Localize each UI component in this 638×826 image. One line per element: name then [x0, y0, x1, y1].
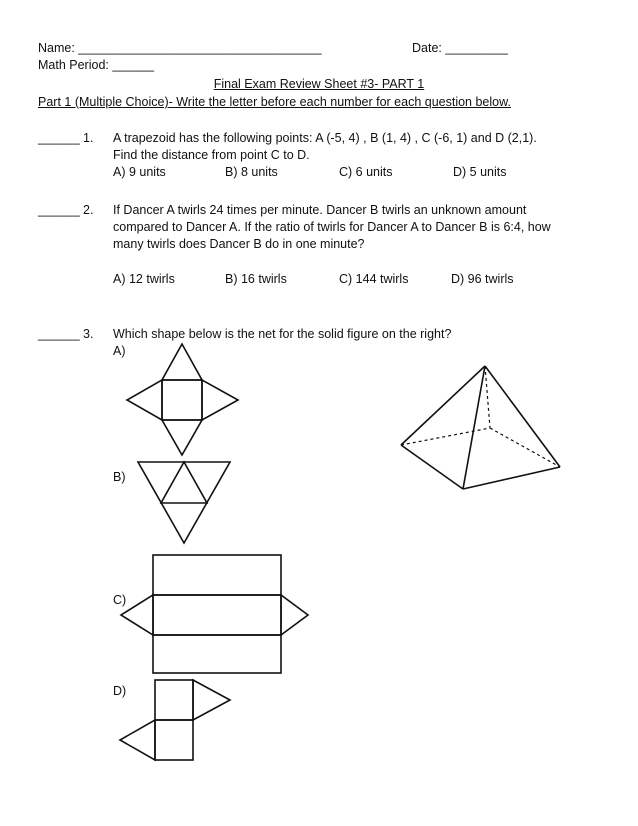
net-c-triangle-left: [121, 595, 153, 635]
pyramid-base-edge: [463, 467, 560, 489]
net-c-rect-top: [153, 555, 281, 595]
choice-c: C) 144 twirls: [339, 272, 409, 286]
option-a-label: A): [113, 344, 126, 358]
question-text-line: Which shape below is the net for the solid figure on the right?: [113, 327, 452, 341]
answer-blank: ______: [38, 203, 80, 217]
net-a-triangle-bottom: [162, 420, 202, 455]
question-text-line: A trapezoid has the following points: A (-5, 4) , B (1, 4) , C (-6, 1) and D (2,1).: [113, 131, 537, 145]
net-c-triangular-prism: [121, 555, 308, 673]
net-d: [120, 680, 230, 760]
choice-d: D) 96 twirls: [451, 272, 514, 286]
choice-d: D) 5 units: [453, 165, 507, 179]
question-number: 3.: [83, 327, 94, 341]
net-b-inner-triangle: [161, 462, 207, 503]
pyramid-base-edge: [401, 445, 463, 489]
pyramid-hidden-edge: [401, 428, 490, 445]
net-c-rect-bottom: [153, 635, 281, 673]
choice-b: B) 8 units: [225, 165, 278, 179]
question-text-line: compared to Dancer A. If the ratio of twirls for Dancer A to Dancer B is 6:4, how: [113, 220, 551, 234]
page-title: Final Exam Review Sheet #3- PART 1: [213, 77, 425, 91]
pyramid-hidden-edge: [490, 428, 560, 467]
question-text-line: Find the distance from point C to D.: [113, 148, 310, 162]
option-d-label: D): [113, 684, 127, 698]
date-field-label: Date: _________: [412, 41, 508, 55]
net-d-square-top: [155, 680, 193, 720]
pyramid-hidden-edge: [485, 366, 490, 428]
net-b-tetrahedron: [138, 462, 230, 543]
answer-blank: ______: [38, 327, 80, 341]
net-a-square-pyramid: [127, 344, 238, 455]
net-a-triangle-top: [162, 344, 202, 380]
answer-blank: ______: [38, 131, 80, 145]
net-a-triangle-right: [202, 380, 238, 420]
solid-square-pyramid: [401, 366, 560, 489]
option-c-label: C): [113, 593, 127, 607]
net-a-square-base: [162, 380, 202, 420]
name-field-label: Name: ___________________________________: [38, 41, 322, 55]
choice-a: A) 12 twirls: [113, 272, 175, 286]
option-b-label: B): [113, 470, 126, 484]
question-number: 1.: [83, 131, 94, 145]
math-period-label: Math Period: ______: [38, 58, 155, 72]
net-c-triangle-right: [281, 595, 308, 635]
choice-c: C) 6 units: [339, 165, 393, 179]
question-text-line: many twirls does Dancer B do in one minute?: [113, 237, 365, 251]
pyramid-edge: [485, 366, 560, 467]
net-d-triangle-right: [193, 680, 230, 720]
choice-b: B) 16 twirls: [225, 272, 287, 286]
instructions: Part 1 (Multiple Choice)- Write the letter before each number for each question below.: [38, 95, 511, 109]
net-c-rect-middle: [153, 595, 281, 635]
net-d-square-bottom: [155, 720, 193, 760]
question-number: 2.: [83, 203, 94, 217]
question-text-line: If Dancer A twirls 24 times per minute. Dancer B twirls an unknown amount: [113, 203, 527, 217]
choice-a: A) 9 units: [113, 165, 166, 179]
net-a-triangle-left: [127, 380, 162, 420]
net-d-triangle-left: [120, 720, 155, 760]
